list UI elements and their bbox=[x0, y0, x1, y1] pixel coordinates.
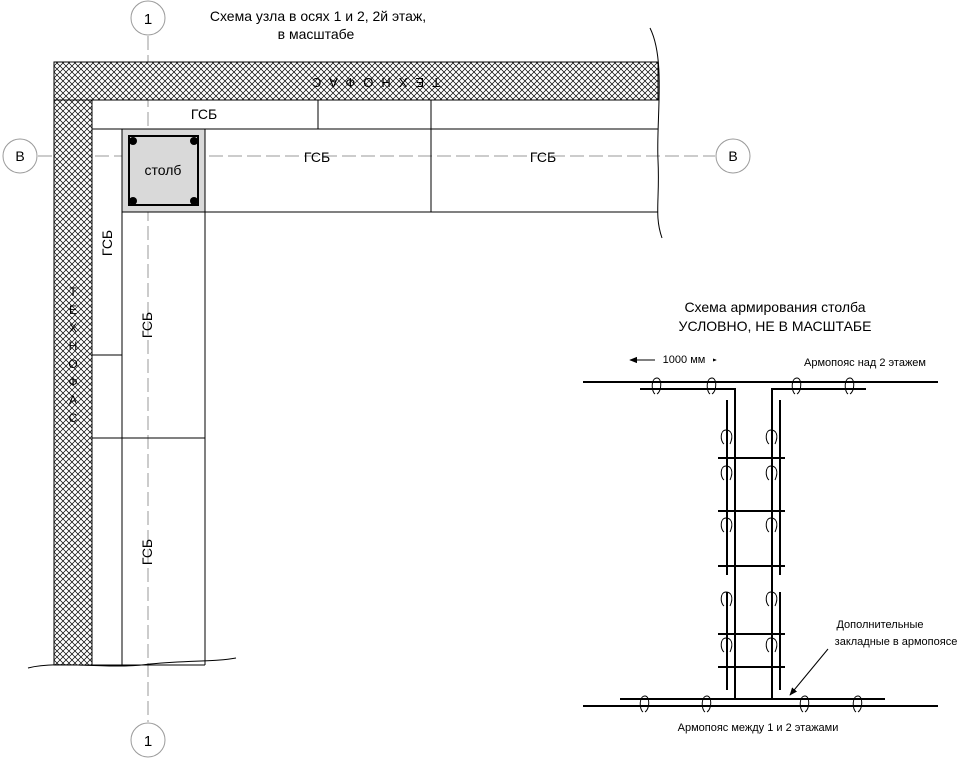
rebar-title-line2: УСЛОВНО, НЕ В МАСШТАБЕ bbox=[678, 318, 872, 334]
plan-title-line2: в масштабе bbox=[277, 26, 355, 42]
gsb-label-vertical-lower: ГСБ bbox=[139, 538, 155, 566]
rebar-dot bbox=[190, 137, 198, 145]
plan-view bbox=[3, 1, 750, 757]
axis-bubble-1-top bbox=[131, 1, 165, 35]
column-label: столб bbox=[144, 162, 182, 178]
extra-note-line1: Дополнительные bbox=[836, 619, 924, 631]
extra-note-line2: закладные в армопоясе bbox=[834, 636, 958, 648]
rebar-dot bbox=[190, 197, 198, 205]
plan-title-line1: Схема узла в осях 1 и 2, 2й этаж, bbox=[209, 8, 427, 24]
svg-text:А: А bbox=[68, 393, 78, 407]
break-line-right bbox=[650, 28, 662, 238]
top-belt-label: Армопояс над 2 этажем bbox=[803, 357, 927, 369]
svg-text:Е: Е bbox=[68, 303, 78, 317]
rebar-title-line1: Схема армирования столба bbox=[684, 299, 866, 315]
gsb-label-top-thin: ГСБ bbox=[190, 106, 218, 122]
svg-text:В: В bbox=[15, 148, 25, 164]
gsb-label-vertical-upper: ГСБ bbox=[139, 311, 155, 339]
dimension-label: 1000 мм bbox=[662, 354, 706, 366]
svg-text:О: О bbox=[68, 357, 78, 371]
bottom-belt bbox=[583, 699, 938, 706]
axis-bubble-b-left bbox=[3, 139, 37, 173]
gsb-label-left-thin: ГСБ bbox=[99, 229, 115, 257]
svg-text:Н: Н bbox=[68, 339, 78, 353]
svg-text:Ф: Ф bbox=[68, 375, 78, 389]
gsb-label-mid: ГСБ bbox=[303, 149, 331, 165]
rebar-scheme bbox=[583, 299, 957, 734]
tie-hooks bbox=[640, 378, 862, 712]
gsb-label-right: ГСБ bbox=[529, 149, 557, 165]
stirrups bbox=[718, 458, 785, 667]
svg-text:С: С bbox=[68, 411, 78, 425]
top-belt bbox=[583, 382, 938, 700]
svg-text:Т: Т bbox=[69, 285, 77, 299]
svg-text:В: В bbox=[728, 148, 738, 164]
axis-bubble-b-right bbox=[716, 139, 750, 173]
axis-bubble-1-bottom bbox=[131, 723, 165, 757]
wall-top-label: ТЕХНОФАС bbox=[303, 75, 441, 90]
svg-text:1: 1 bbox=[143, 733, 153, 750]
svg-text:Х: Х bbox=[68, 321, 78, 335]
rebar-dot bbox=[129, 137, 137, 145]
rebar-dot bbox=[129, 197, 137, 205]
bottom-belt-label: Армопояс между 1 и 2 этажами bbox=[677, 722, 839, 734]
svg-text:1: 1 bbox=[143, 11, 153, 28]
column bbox=[122, 129, 205, 212]
note-leader bbox=[790, 649, 828, 695]
